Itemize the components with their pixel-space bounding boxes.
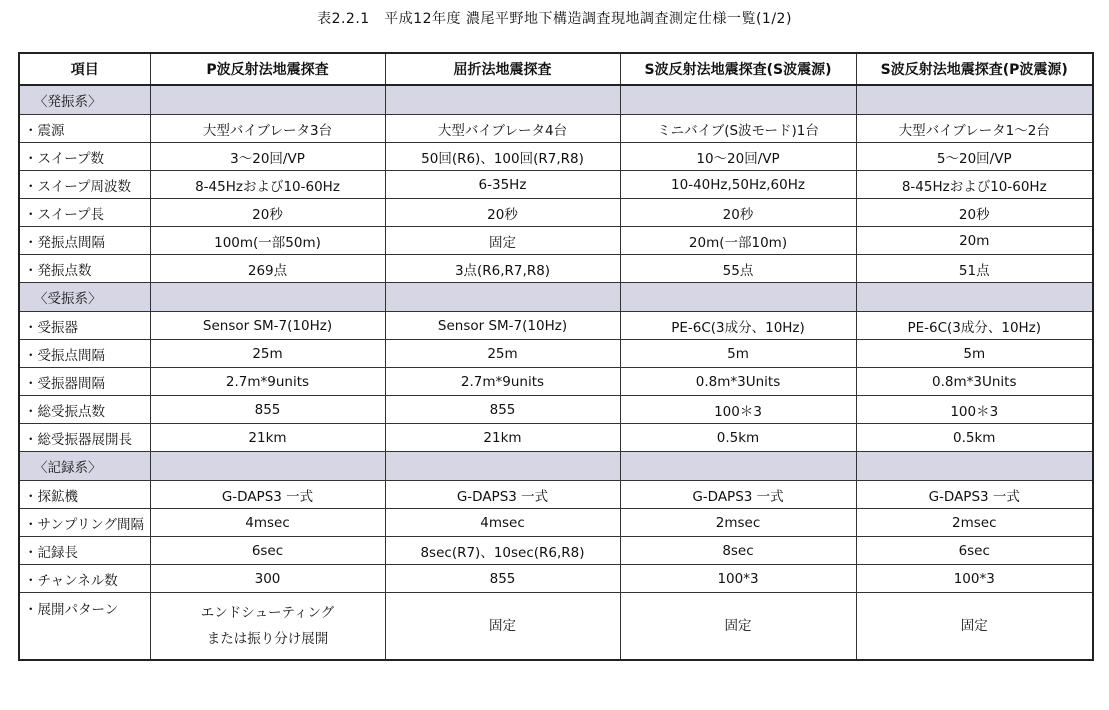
- cell: 855: [150, 396, 385, 424]
- cell: 100＊3: [620, 396, 856, 424]
- cell: 固定: [385, 593, 620, 661]
- cell: G-DAPS3 一式: [150, 481, 385, 509]
- cell: 5m: [620, 340, 856, 368]
- cell: 20秒: [620, 199, 856, 227]
- cell: 20秒: [385, 199, 620, 227]
- cell: PE-6C(3成分、10Hz): [856, 312, 1093, 340]
- header-s-wave-p-source: S波反射法地震探査(P波震源): [856, 53, 1093, 85]
- cell: 10-40Hz,50Hz,60Hz: [620, 171, 856, 199]
- cell: 100*3: [620, 565, 856, 593]
- table-row: [19, 424, 1093, 452]
- row-label: ・受振器: [19, 312, 150, 340]
- table-row: [19, 340, 1093, 368]
- cell: 20秒: [856, 199, 1093, 227]
- header-refraction: 屈折法地震探査: [385, 53, 620, 85]
- row-label: ・発振点間隔: [19, 227, 150, 255]
- section-title: 〈発振系〉: [19, 85, 150, 115]
- cell: 855: [385, 565, 620, 593]
- cell: 大型バイブレータ1～2台: [856, 115, 1093, 143]
- cell: 2msec: [620, 509, 856, 537]
- section-row-source: [19, 85, 1093, 115]
- table-row: [19, 255, 1093, 283]
- row-label: ・受振点間隔: [19, 340, 150, 368]
- cell: 25m: [385, 340, 620, 368]
- cell: 100＊3: [856, 396, 1093, 424]
- cell: 6sec: [856, 537, 1093, 565]
- cell: 50回(R6)、100回(R7,R8): [385, 143, 620, 171]
- cell: 2msec: [856, 509, 1093, 537]
- table-row: [19, 565, 1093, 593]
- table-row-deployment-pattern: [19, 593, 1093, 661]
- row-label: ・展開パターン: [19, 593, 150, 661]
- cell: 4msec: [385, 509, 620, 537]
- header-p-wave-reflection: P波反射法地震探査: [150, 53, 385, 85]
- cell: 固定: [856, 593, 1093, 661]
- cell: 6sec: [150, 537, 385, 565]
- cell: 21km: [150, 424, 385, 452]
- section-row-recording: [19, 452, 1093, 481]
- cell: 5m: [856, 340, 1093, 368]
- table-row: [19, 199, 1093, 227]
- cell: 8sec(R7)、10sec(R6,R8): [385, 537, 620, 565]
- cell: 6-35Hz: [385, 171, 620, 199]
- table-row: [19, 143, 1093, 171]
- section-title: 〈記録系〉: [19, 452, 150, 481]
- cell: 0.8m*3Units: [620, 368, 856, 396]
- cell: 25m: [150, 340, 385, 368]
- row-label: ・総受振器展開長: [19, 424, 150, 452]
- cell: 3点(R6,R7,R8): [385, 255, 620, 283]
- cell: 固定: [620, 593, 856, 661]
- cell: 固定: [385, 227, 620, 255]
- cell: 300: [150, 565, 385, 593]
- row-label: ・チャンネル数: [19, 565, 150, 593]
- table-row: [19, 227, 1093, 255]
- cell: PE-6C(3成分、10Hz): [620, 312, 856, 340]
- cell: 3～20回/VP: [150, 143, 385, 171]
- table-caption: 表2.2.1 平成12年度 濃尾平野地下構造調査現地調査測定仕様一覧(1/2): [317, 11, 792, 27]
- row-label: ・震源: [19, 115, 150, 143]
- section-title: 〈受振系〉: [19, 283, 150, 312]
- cell: 2.7m*9units: [150, 368, 385, 396]
- table-row: [19, 481, 1093, 509]
- row-label: ・総受振点数: [19, 396, 150, 424]
- header-s-wave-s-source: S波反射法地震探査(S波震源): [620, 53, 856, 85]
- table-header-row: [19, 53, 1093, 85]
- cell: 20m(一部10m): [620, 227, 856, 255]
- cell: Sensor SM-7(10Hz): [150, 312, 385, 340]
- cell: 0.5km: [620, 424, 856, 452]
- cell: G-DAPS3 一式: [620, 481, 856, 509]
- row-label: ・発振点数: [19, 255, 150, 283]
- cell-line: または振り分け展開: [206, 631, 329, 647]
- specification-table: [18, 52, 1094, 661]
- cell: 8-45Hzおよび10-60Hz: [856, 171, 1093, 199]
- table-row: [19, 396, 1093, 424]
- row-label: ・探鉱機: [19, 481, 150, 509]
- cell: 10～20回/VP: [620, 143, 856, 171]
- section-row-receiver: [19, 283, 1093, 312]
- table-row: [19, 171, 1093, 199]
- cell: 4msec: [150, 509, 385, 537]
- cell-line: エンドシューティング: [200, 605, 335, 621]
- cell: 51点: [856, 255, 1093, 283]
- cell: 21km: [385, 424, 620, 452]
- cell: 8-45Hzおよび10-60Hz: [150, 171, 385, 199]
- cell: G-DAPS3 一式: [856, 481, 1093, 509]
- cell: 20秒: [150, 199, 385, 227]
- table-row: [19, 509, 1093, 537]
- cell: ミニバイブ(S波モード)1台: [620, 115, 856, 143]
- row-label: ・サンプリング間隔: [19, 509, 150, 537]
- row-label: ・スイープ周波数: [19, 171, 150, 199]
- row-label: ・記録長: [19, 537, 150, 565]
- cell-multiline: [150, 593, 385, 661]
- cell: 0.5km: [856, 424, 1093, 452]
- row-label: ・スイープ数: [19, 143, 150, 171]
- cell: 8sec: [620, 537, 856, 565]
- cell: G-DAPS3 一式: [385, 481, 620, 509]
- table-row: [19, 368, 1093, 396]
- cell: 2.7m*9units: [385, 368, 620, 396]
- cell: 20m: [856, 227, 1093, 255]
- table-row: [19, 115, 1093, 143]
- row-label: ・スイープ長: [19, 199, 150, 227]
- cell: 大型バイブレータ4台: [385, 115, 620, 143]
- cell: 100*3: [856, 565, 1093, 593]
- cell: Sensor SM-7(10Hz): [385, 312, 620, 340]
- header-item: 項目: [19, 53, 150, 85]
- cell: 100m(一部50m): [150, 227, 385, 255]
- cell: 855: [385, 396, 620, 424]
- cell: 0.8m*3Units: [856, 368, 1093, 396]
- cell: 大型バイブレータ3台: [150, 115, 385, 143]
- cell: 5～20回/VP: [856, 143, 1093, 171]
- cell: 55点: [620, 255, 856, 283]
- row-label: ・受振器間隔: [19, 368, 150, 396]
- table-row: [19, 537, 1093, 565]
- table-row: [19, 312, 1093, 340]
- cell: 269点: [150, 255, 385, 283]
